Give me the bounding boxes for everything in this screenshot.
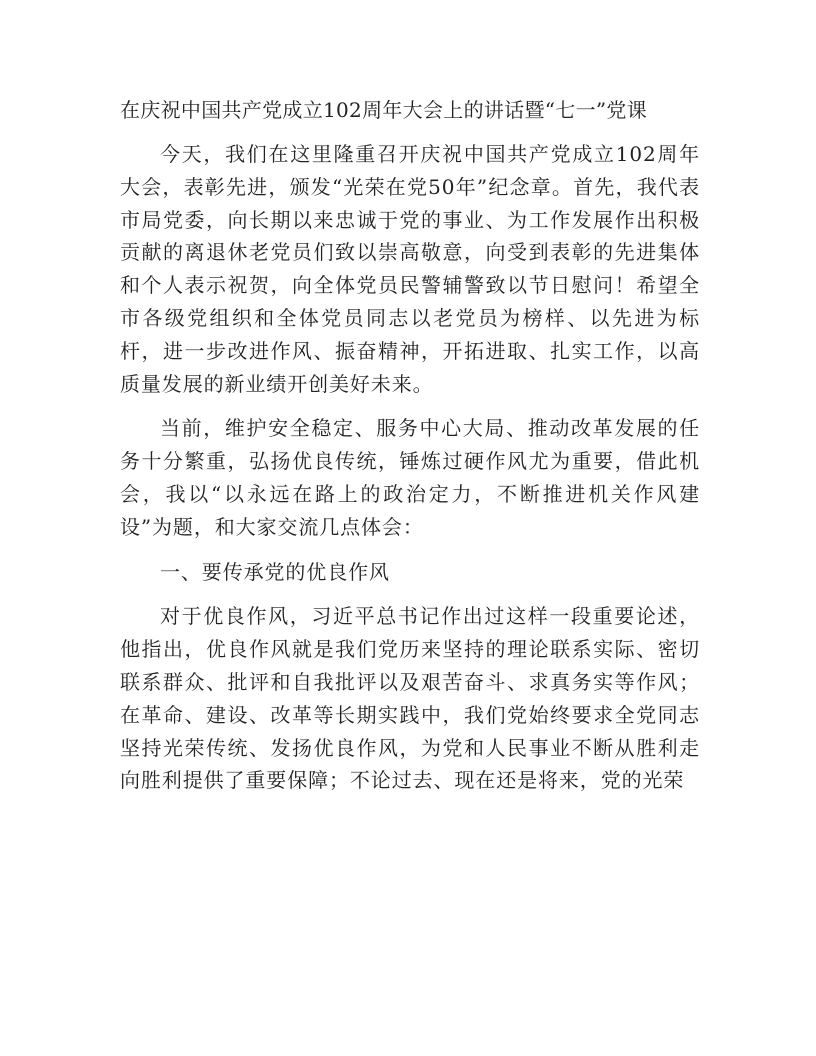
paragraph-opening: 今天，我们在这里隆重召开庆祝中国共产党成立102周年大会，表彰先进，颁发“光荣在党50年”纪念章。首先，我代表市局党委，向长期以来忠诚于党的事业、为工作发展作出积极贡献的离退休老党员们致以崇高敬意，向受到表彰的先进集体和个人表示祝贺，向全体党员民警辅警致以节日慰问！希望全市各级党组织和全体党员同志以老党员为榜样、以先进为标杆，进一步改进作风、振奋精神，开拓进取、扎实工作，以高质量发展的新业绩开创美好未来。 <box>120 142 700 396</box>
section-heading: 一、要传承党的优良作风 <box>160 559 390 584</box>
document-title: 在庆祝中国共产党成立102周年大会上的讲话暨“七一”党课 <box>120 98 648 122</box>
paragraph-section-one: 对于优良作风，习近平总书记作出过这样一段重要论述，他指出，优良作风就是我们党历来坚持的理论联系实际、密切联系群众、批评和自我批评以及艰苦奋斗、求真务实等作风；在革命、建设、改革等长期实践中，我们党始终要求全党同志坚持光荣传统、发扬优良作风，为党和人民事业不断从胜利走向胜利提供了重要保障；不论过去、现在还是将来，党的光荣 <box>120 604 700 793</box>
paragraph-current-tasks: 当前，维护安全稳定、服务中心大局、推动改革发展的任务十分繁重，弘扬优良传统，锤炼过硬作风尤为重要，借此机会，我以“以永远在路上的政治定力，不断推进机关作风建设”为题，和大家交流几点体会： <box>120 416 700 539</box>
document-page <box>120 95 700 797</box>
